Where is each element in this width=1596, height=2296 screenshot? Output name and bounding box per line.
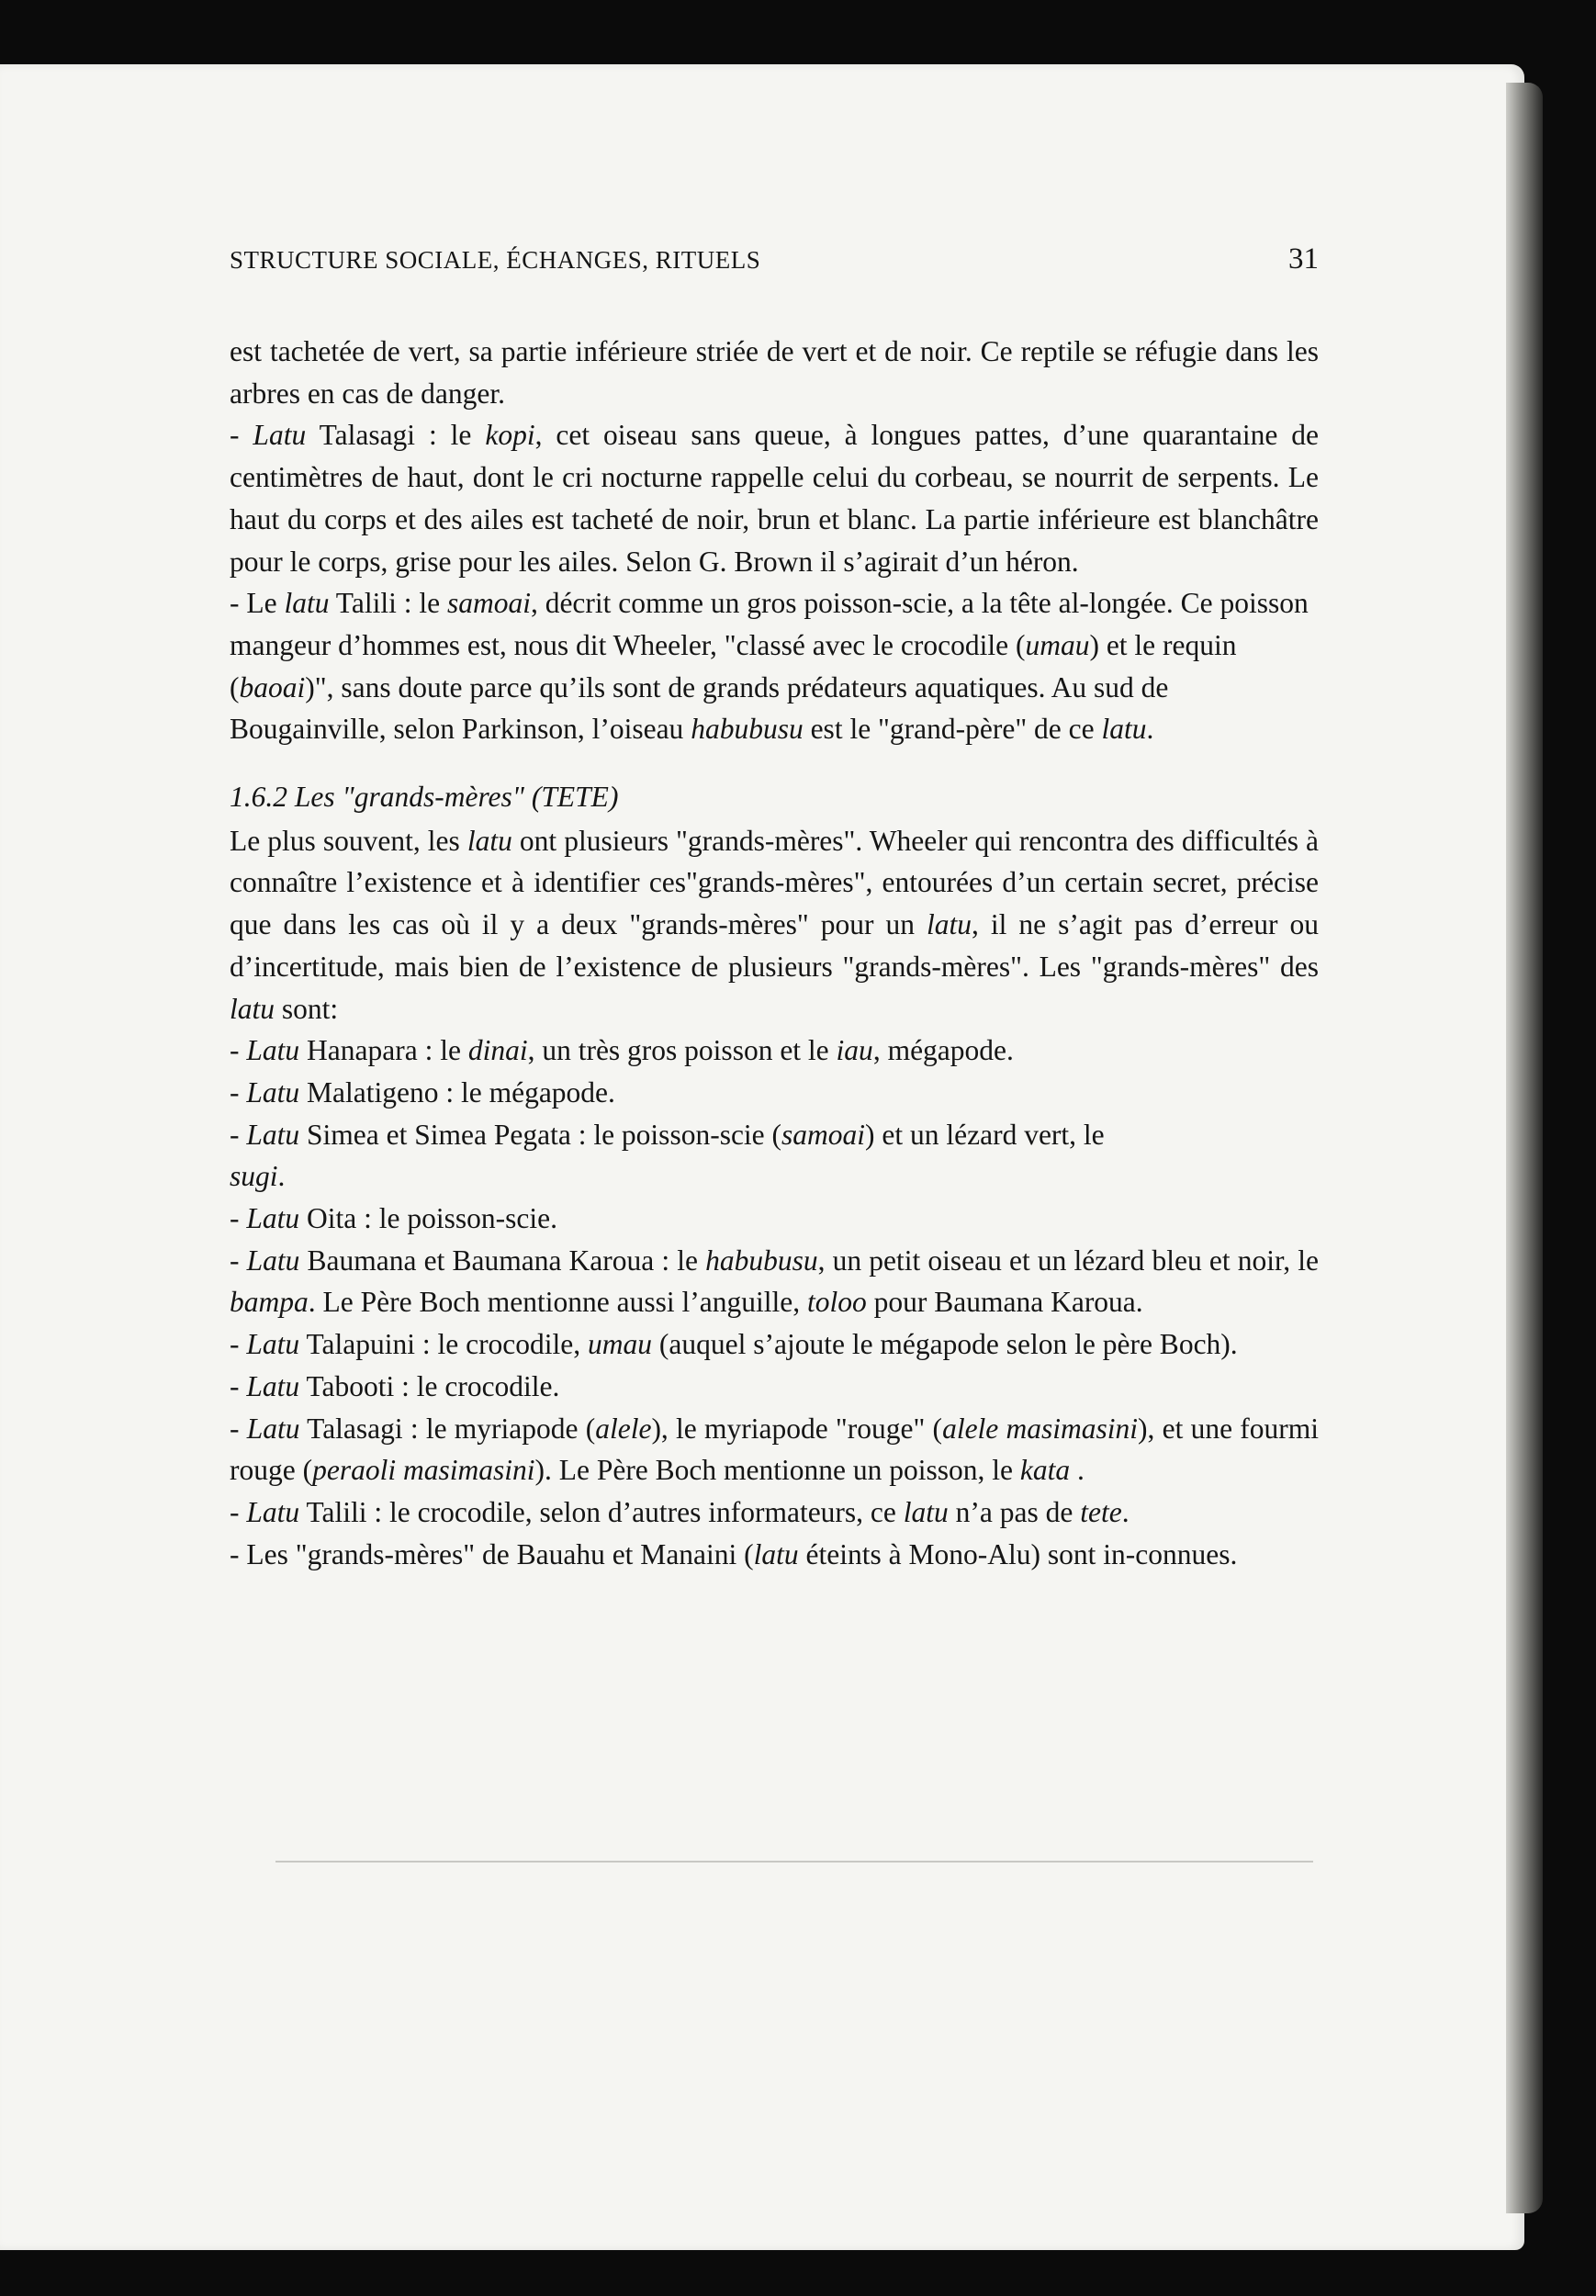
page-body [230, 331, 1319, 1575]
list-item: - Latu Malatigeno : le mégapode. [230, 1075, 615, 1109]
list-item: - Latu Talapuini : le crocodile, umau (auquel s’ajoute le mégapode selon le père Boch). [230, 1328, 1238, 1361]
list-item: - Latu Oita : le poisson-scie. [230, 1202, 557, 1235]
list-item: - Latu Baumana et Baumana Karoua : le habubusu, un petit oiseau et un lézard bleu et noir, le bampa. Le Père Boch mentionne aussi l’anguille, toloo pour Baumana Karoua. [230, 1244, 1319, 1319]
paragraph-reptile: est tachetée de vert, sa partie inférieure striée de vert et de noir. Ce reptile se réfugie dans les arbres en cas de danger. [230, 335, 1319, 410]
list-item: - Latu Hanapara : le dinai, un très gros poisson et le iau, mégapode. [230, 1034, 1014, 1067]
list-item: - Latu Talasagi : le myriapode (alele), le myriapode "rouge" (alele masimasini), et une fourmi rouge (peraoli masimasini). Le Père Boch mentionne un poisson, le kata . [230, 1412, 1320, 1487]
list-item: - Latu Talili : le crocodile, selon d’autres informateurs, ce latu n’a pas de tete. [230, 1495, 1130, 1528]
paragraph-intro: Le plus souvent, les latu ont plusieurs "grands-mères". Wheeler qui rencontra des difficultés à connaître l’existence et à identifier ces"grands-mères", entourées d’un certain secret, précise que dans les cas où il y a deux "grands-mères" pour un latu, il ne s’agit pas d’erreur ou d’incertitude, mais bien de l’existence de plusieurs "grands-mères". Les "grands-mères" des latu sont: [230, 824, 1320, 1025]
paragraph-talili-samoai: - Le latu Talili : le samoai, décrit comme un gros poisson-scie, a la tête al-longée. Ce poisson mangeur d’hommes est, nous dit Wheeler, "classé avec le crocodile (umau) et le requin (baoai)", sans doute parce qu’ils sont de grands prédateurs aquatiques. Au sud de Bougainville, selon Parkinson, l’oiseau habubusu est le "grand-père" de ce latu. [230, 587, 1309, 746]
page-number: 31 [1288, 242, 1319, 276]
page-edge-shadow [1506, 83, 1543, 2213]
running-head: STRUCTURE SOCIALE, ÉCHANGES, RITUELS [230, 246, 761, 274]
bleed-through-rule [275, 1861, 1313, 1863]
page-header [230, 242, 1319, 283]
list-item: - Les "grands-mères" de Bauahu et Manaini (latu éteints à Mono-Alu) sont in-connues. [230, 1537, 1238, 1570]
paragraph-talasagi-kopi: - Latu Talasagi : le kopi, cet oiseau sans queue, à longues pattes, d’une quarantaine de centimètres de haut, dont le cri nocturne rappelle celui du corbeau, se nourrit de serpents. Le haut du corps et des ailes est tacheté de noir, brun et blanc. La partie inférieure est blanchâtre pour le corps, grise pour les ailes. Selon G. Brown il s’agirait d’un héron. [230, 419, 1319, 578]
list-item: - Latu Tabooti : le crocodile. [230, 1369, 560, 1402]
list-item: - Latu Simea et Simea Pegata : le poisson-scie (samoai) et un lézard vert, le sugi. [230, 1118, 1105, 1193]
section-heading: 1.6.2 Les "grands-mères" (TETE) [230, 781, 619, 814]
